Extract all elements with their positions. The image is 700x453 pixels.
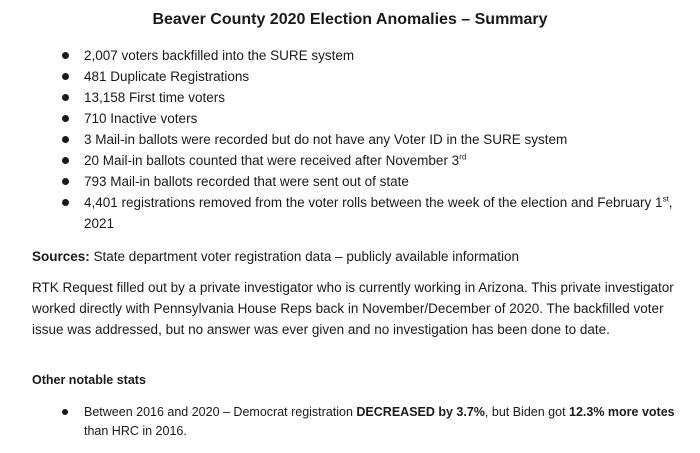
list-item	[62, 108, 682, 129]
ordinal-suffix: rd	[459, 152, 467, 162]
bullet-icon	[62, 115, 69, 122]
notable-text-3: than HRC in 2016.	[84, 424, 187, 438]
list-item-text: 4,401 registrations removed from the voter rolls between the week of the election and February 1	[84, 195, 663, 210]
bullet-icon	[62, 52, 69, 59]
anomalies-list	[62, 45, 682, 234]
list-item	[62, 150, 682, 171]
list-item-text: 481 Duplicate Registrations	[84, 69, 250, 84]
bullet-icon	[62, 73, 69, 80]
bullet-icon	[62, 178, 69, 185]
list-item	[62, 192, 682, 234]
sources-text: State department voter registration data – publicly available information	[89, 249, 520, 264]
bullet-icon	[62, 199, 69, 206]
list-item-text: 710 Inactive voters	[84, 111, 198, 126]
list-item-text: 20 Mail-in ballots counted that were received after November 3	[84, 153, 460, 168]
list-item	[62, 45, 682, 66]
bullet-icon	[62, 157, 69, 164]
list-item-text: 13,158 First time voters	[84, 90, 226, 105]
notable-stats-heading: Other notable stats	[32, 373, 146, 387]
bullet-icon	[62, 136, 69, 143]
bullet-icon	[62, 409, 68, 415]
list-item	[62, 87, 682, 108]
list-item-text: 3 Mail-in ballots were recorded but do not have any Voter ID in the SURE system	[84, 132, 568, 147]
investigator-paragraph: RTK Request filled out by a private investigator who is currently working in Arizona. This private investigator worked directly with Pennsylvania House Reps back in November/December of 2020. The backfilled voter issue was addressed, but no answer was ever given and no investigation has been done to date.	[32, 280, 674, 337]
sources-line	[32, 247, 519, 267]
ordinal-suffix: st	[662, 194, 669, 204]
list-item	[62, 171, 682, 192]
document-title: Beaver County 2020 Election Anomalies – Summary	[152, 11, 548, 28]
bullet-icon	[62, 94, 69, 101]
notable-bold-2: 12.3% more votes	[569, 405, 675, 419]
list-item	[62, 129, 682, 150]
list-item-text: 793 Mail-in ballots recorded that were sent out of state	[84, 174, 409, 189]
list-item-text-tail: , 2021	[84, 195, 673, 231]
notable-text-2: , but Biden got	[484, 405, 570, 419]
list-item	[62, 403, 682, 441]
notable-bold-1: DECREASED by 3.7%	[356, 405, 485, 419]
sources-label: Sources:	[32, 249, 90, 264]
notable-stats-list	[62, 403, 682, 441]
notable-text-1: Between 2016 and 2020 – Democrat registration	[84, 405, 357, 419]
list-item	[62, 66, 682, 87]
list-item-text: 2,007 voters backfilled into the SURE system	[84, 48, 355, 63]
